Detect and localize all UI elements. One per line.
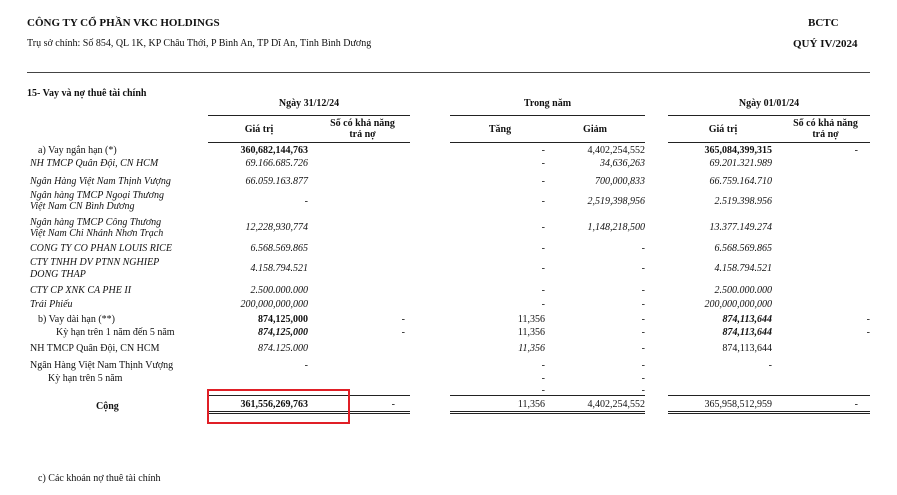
cell-value-1231: 360,682,144,763 bbox=[240, 145, 308, 156]
cell-decrease: 700,000,833 bbox=[595, 176, 645, 187]
cell-increase: - bbox=[541, 385, 545, 396]
cell-value-0101: 874,113,644 bbox=[722, 314, 772, 325]
row-label: a) Vay ngắn hạn (*) bbox=[38, 145, 117, 156]
cell-value-0101: 4.158.794.521 bbox=[714, 263, 772, 274]
section-c-title: c) Các khoản nợ thuê tài chính bbox=[38, 473, 161, 484]
total-increase: 11,356 bbox=[517, 399, 545, 410]
rule bbox=[208, 115, 410, 116]
row-label: Ngân hàng TMCP Công Thương bbox=[30, 217, 162, 228]
cell-value-0101: 2.500.000.000 bbox=[714, 285, 772, 296]
cell-able-1231: - bbox=[401, 314, 405, 325]
cell-value-0101: 200,000,000,000 bbox=[704, 299, 772, 310]
report-type: BCTC bbox=[808, 17, 839, 29]
header-gia-tri-2: Giá trị bbox=[708, 124, 738, 135]
total-decrease: 4,402,254,552 bbox=[587, 399, 645, 410]
cell-decrease: - bbox=[641, 285, 645, 296]
total-rule-bottom bbox=[450, 411, 645, 412]
header-tang: Tăng bbox=[488, 124, 512, 135]
cell-decrease: - bbox=[641, 243, 645, 254]
row-label: CTY CP XNK CA PHE II bbox=[30, 285, 132, 296]
cell-decrease: - bbox=[641, 299, 645, 310]
cell-value-1231: 6.568.569.865 bbox=[250, 243, 308, 254]
row-label: CONG TY CO PHAN LOUIS RICE bbox=[30, 243, 172, 254]
cell-increase: - bbox=[541, 299, 545, 310]
cell-value-1231: - bbox=[304, 360, 308, 371]
total-rule-top bbox=[450, 395, 645, 396]
cell-increase: - bbox=[541, 373, 545, 384]
cell-decrease: 1,148,218,500 bbox=[587, 222, 645, 233]
cell-value-0101: 874,113,644 bbox=[722, 343, 772, 354]
cell-decrease: - bbox=[641, 385, 645, 396]
cell-value-1231: 69.166.685.726 bbox=[245, 158, 308, 169]
rule bbox=[450, 142, 645, 143]
row-label-line2: Việt Nam Chi Nhánh Nhơn Trạch bbox=[30, 228, 164, 239]
cell-increase: 11,356 bbox=[517, 327, 545, 338]
header-gia-tri-1: Giá trị bbox=[244, 124, 274, 135]
cell-decrease: 34,636,263 bbox=[600, 158, 645, 169]
row-label: Trái Phiếu bbox=[30, 299, 73, 310]
cell-value-0101: 874,113,644 bbox=[722, 327, 772, 338]
cell-able-0101: - bbox=[854, 145, 858, 156]
cell-increase: - bbox=[541, 196, 545, 207]
cell-able-1231: - bbox=[401, 327, 405, 338]
header-tra-no-1: trả nợ bbox=[349, 129, 376, 140]
row-label: Ngân hàng TMCP Ngoại Thương bbox=[30, 190, 164, 201]
total-rule-bottom-double bbox=[450, 413, 645, 414]
rule bbox=[668, 115, 870, 116]
row-label-line2: Việt Nam CN Bình Dương bbox=[30, 201, 135, 212]
cell-decrease: - bbox=[641, 314, 645, 325]
row-label: Kỳ hạn trên 1 năm đến 5 năm bbox=[56, 327, 175, 338]
row-label: NH TMCP Quân Đội, CN HCM bbox=[30, 158, 159, 169]
highlight-box bbox=[207, 389, 350, 424]
cell-value-0101: 365,084,399,315 bbox=[704, 145, 772, 156]
cell-able-0101: - bbox=[866, 327, 870, 338]
total-label: Cộng bbox=[96, 401, 119, 412]
cell-increase: - bbox=[541, 360, 545, 371]
company-address: Trụ sở chính: Số 854, QL 1K, KP Châu Thới, P Bình An, TP Dĩ An, Tỉnh Bình Dương bbox=[27, 38, 372, 49]
header-divider bbox=[27, 72, 870, 73]
row-label: b) Vay dài hạn (**) bbox=[38, 314, 116, 325]
cell-decrease: - bbox=[641, 360, 645, 371]
cell-able-0101: - bbox=[866, 314, 870, 325]
cell-increase: - bbox=[541, 222, 545, 233]
cell-decrease: - bbox=[641, 373, 645, 384]
cell-value-1231: - bbox=[304, 196, 308, 207]
cell-value-0101: 13.377.149.274 bbox=[709, 222, 772, 233]
header-giam: Giảm bbox=[583, 124, 607, 135]
cell-value-0101: 69.201.321.989 bbox=[709, 158, 772, 169]
cell-value-1231: 874,125,000 bbox=[258, 327, 308, 338]
cell-value-0101: 2.519.398.956 bbox=[714, 196, 772, 207]
header-so-co-kha-nang-1: Số có khả năng bbox=[330, 118, 395, 129]
cell-value-1231: 12,228,930,774 bbox=[245, 222, 308, 233]
cell-increase: - bbox=[541, 243, 545, 254]
cell-increase: 11,356 bbox=[518, 343, 545, 354]
cell-decrease: - bbox=[641, 327, 645, 338]
cell-decrease: - bbox=[641, 343, 645, 354]
cell-increase: - bbox=[541, 145, 545, 156]
header-group-2024-01-01: Ngày 01/01/24 bbox=[738, 98, 800, 109]
cell-increase: - bbox=[541, 158, 545, 169]
rule bbox=[450, 115, 645, 116]
cell-value-1231: 874.125.000 bbox=[258, 343, 308, 354]
cell-value-0101: - bbox=[768, 360, 772, 371]
cell-decrease: 4,402,254,552 bbox=[587, 145, 645, 156]
row-label: CTY TNHH DV PTNN NGHIEP bbox=[30, 257, 160, 268]
section-title: 15- Vay và nợ thuê tài chính bbox=[27, 88, 147, 99]
row-label: Ngân Hàng Việt Nam Thịnh Vượng bbox=[30, 360, 174, 371]
row-label-line2: DONG THAP bbox=[30, 269, 86, 280]
cell-value-1231: 66.059.163.877 bbox=[245, 176, 308, 187]
cell-decrease: 2,519,398,956 bbox=[587, 196, 645, 207]
total-able-1231: - bbox=[391, 399, 395, 410]
total-value-0101: 365,958,512,959 bbox=[704, 399, 772, 410]
row-label: Kỳ hạn trên 5 năm bbox=[48, 373, 123, 384]
company-name: CÔNG TY CỔ PHẦN VKC HOLDINGS bbox=[27, 17, 220, 29]
cell-increase: - bbox=[541, 285, 545, 296]
total-rule-top bbox=[668, 395, 870, 396]
total-value-1231: 361,556,269,763 bbox=[240, 399, 308, 410]
row-label: Ngân Hàng Việt Nam Thịnh Vượng bbox=[30, 176, 171, 187]
total-able-0101: - bbox=[854, 399, 858, 410]
cell-decrease: - bbox=[641, 263, 645, 274]
total-rule-bottom-double bbox=[668, 413, 870, 414]
cell-value-0101: 6.568.569.865 bbox=[714, 243, 772, 254]
header-group-2024-12-31: Ngày 31/12/24 bbox=[278, 98, 340, 109]
header-tra-no-2: trả nợ bbox=[812, 129, 839, 140]
cell-value-0101: 66.759.164.710 bbox=[709, 176, 772, 187]
header-group-in-year: Trong năm bbox=[523, 98, 572, 109]
cell-value-1231: 4.158.794.521 bbox=[250, 263, 308, 274]
rule bbox=[668, 142, 870, 143]
rule bbox=[208, 142, 410, 143]
cell-increase: - bbox=[541, 176, 545, 187]
total-rule-bottom bbox=[668, 411, 870, 412]
cell-value-1231: 874,125,000 bbox=[258, 314, 308, 325]
report-period: QUÝ IV/2024 bbox=[793, 38, 858, 50]
cell-value-1231: 2.500.000.000 bbox=[250, 285, 308, 296]
row-label: NH TMCP Quân Đội, CN HCM bbox=[30, 343, 160, 354]
cell-increase: - bbox=[541, 263, 545, 274]
header-so-co-kha-nang-2: Số có khả năng bbox=[793, 118, 858, 129]
cell-increase: 11,356 bbox=[517, 314, 545, 325]
cell-value-1231: 200,000,000,000 bbox=[240, 299, 308, 310]
